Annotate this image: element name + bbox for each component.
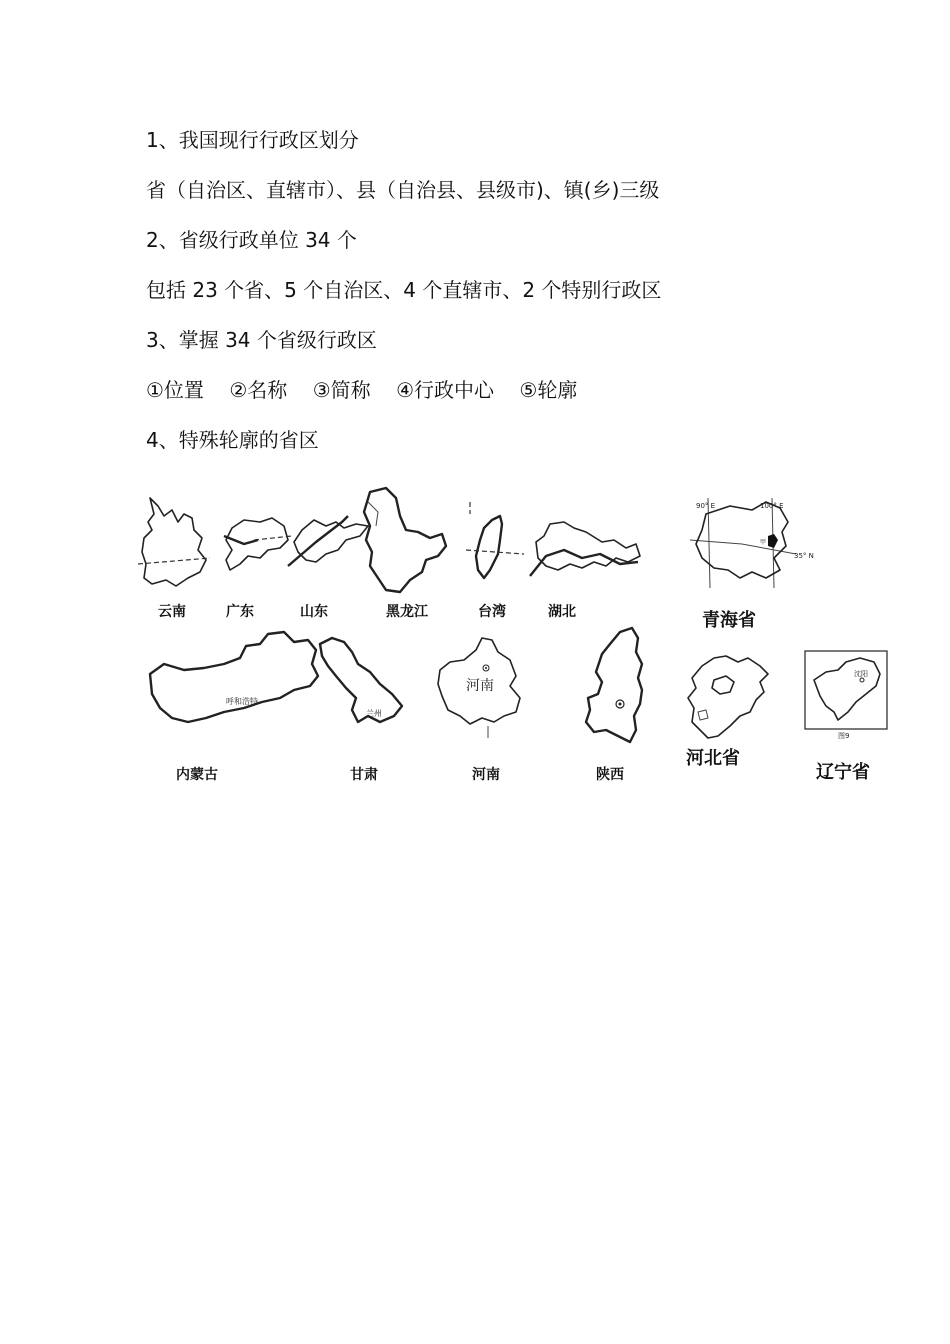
guangdong-caption: 广东: [226, 604, 254, 620]
qinghai-lon1-label: 90° E: [696, 502, 716, 510]
taiwan-map: [462, 500, 526, 586]
shaanxi-caption: 陕西: [596, 767, 624, 783]
liaoning-caption: 辽宁省: [816, 762, 870, 783]
gansu-map: [314, 636, 408, 728]
heilongjiang-map: [360, 486, 450, 598]
hebei-caption: 河北省: [686, 748, 740, 769]
qinghai-map: [686, 496, 822, 592]
hebei-map: [684, 652, 778, 744]
yunnan-caption: 云南: [158, 604, 186, 620]
neimenggu-map: [144, 628, 324, 730]
neimenggu-caption: 内蒙古: [176, 767, 218, 783]
text-line-4: 包括 23 个省、5 个自治区、4 个直辖市、2 个特别行政区: [146, 278, 662, 302]
gansu-caption: 甘肃: [350, 767, 378, 783]
text-line-1: 1、我国现行行政区划分: [146, 128, 359, 152]
liaoning-map: [804, 650, 888, 740]
hubei-caption: 湖北: [548, 604, 576, 620]
text-line-5: 3、掌握 34 个省级行政区: [146, 328, 377, 352]
hohhot-label: 呼和浩特: [226, 697, 258, 706]
henan-inner-label: 河南: [466, 678, 494, 694]
heilongjiang-caption: 黑龙江: [386, 604, 428, 620]
shandong-map: [286, 514, 370, 572]
henan-caption: 河南: [472, 767, 500, 783]
qinghai-caption: 青海省: [702, 610, 756, 631]
shandong-caption: 山东: [300, 604, 328, 620]
hubei-map: [528, 516, 644, 582]
qinghai-lat-label: 35° N: [794, 552, 814, 560]
text-line-2: 省（自治区、直辖市）、县（自治县、县级市)、镇(乡)三级: [146, 178, 660, 202]
shenyang-label: 沈阳: [854, 670, 868, 678]
yunnan-map: [136, 494, 212, 590]
guangdong-map: [220, 514, 294, 576]
text-line-6: ①位置 ②名称 ③简称 ④行政中心 ⑤轮廓: [146, 378, 578, 402]
text-line-3: 2、省级行政单位 34 个: [146, 228, 357, 252]
qinghai-lon2-label: 100° E: [760, 502, 784, 510]
lanzhou-label: 兰州: [366, 709, 382, 718]
taiwan-caption: 台湾: [478, 604, 506, 620]
henan-map: [436, 630, 528, 740]
text-line-7: 4、特殊轮廓的省区: [146, 428, 319, 452]
shaanxi-map: [580, 624, 650, 746]
qinghai-mark-label: 甲: [760, 539, 767, 546]
liaoning-fig-label: 图9: [838, 732, 850, 740]
